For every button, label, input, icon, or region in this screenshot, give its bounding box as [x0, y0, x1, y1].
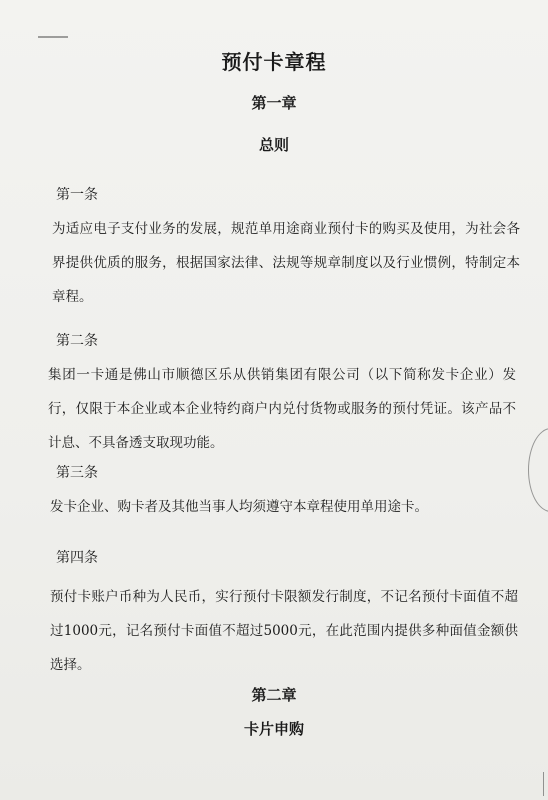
chapter-1-heading: 第一章	[251, 94, 297, 112]
article-4-label: 第四条	[56, 550, 98, 566]
binding-hole-mark	[528, 428, 548, 512]
article-3-label: 第三条	[56, 465, 98, 481]
article-1-label: 第一条	[56, 187, 98, 203]
document-title: 预付卡章程	[221, 50, 327, 74]
article-1-text: 为适应电子支付业务的发展，规范单用途商业预付卡的购买及使用，为社会各界提供优质的服务，根据国家法律、法规等规章制度以及行业惯例，特制定本章程。	[52, 221, 520, 305]
scan-speck	[38, 36, 68, 38]
article-4-text: 预付卡账户币种为人民币，实行预付卡限额发行制度，不记名预付卡面值不超过1000元，记名预付卡面值不超过5000元，在此范围内提供多种面值金额供选择。	[50, 589, 518, 673]
chapter-2-subheading: 卡片申购	[243, 720, 304, 738]
chapter-2-heading: 第二章	[251, 686, 297, 704]
article-2-text: 集团一卡通是佛山市顺德区乐从供销集团有限公司（以下简称发卡企业）发行，仅限于本企业或本企业特约商户内兑付货物或服务的预付凭证。该产品不计息、不具备透支取现功能。	[48, 367, 516, 451]
chapter-1-subheading: 总则	[258, 136, 289, 154]
article-3-text: 发卡企业、购卡者及其他当事人均须遵守本章程使用单用途卡。	[50, 499, 428, 515]
article-2-label: 第二条	[56, 333, 98, 349]
edge-mark	[543, 772, 545, 796]
